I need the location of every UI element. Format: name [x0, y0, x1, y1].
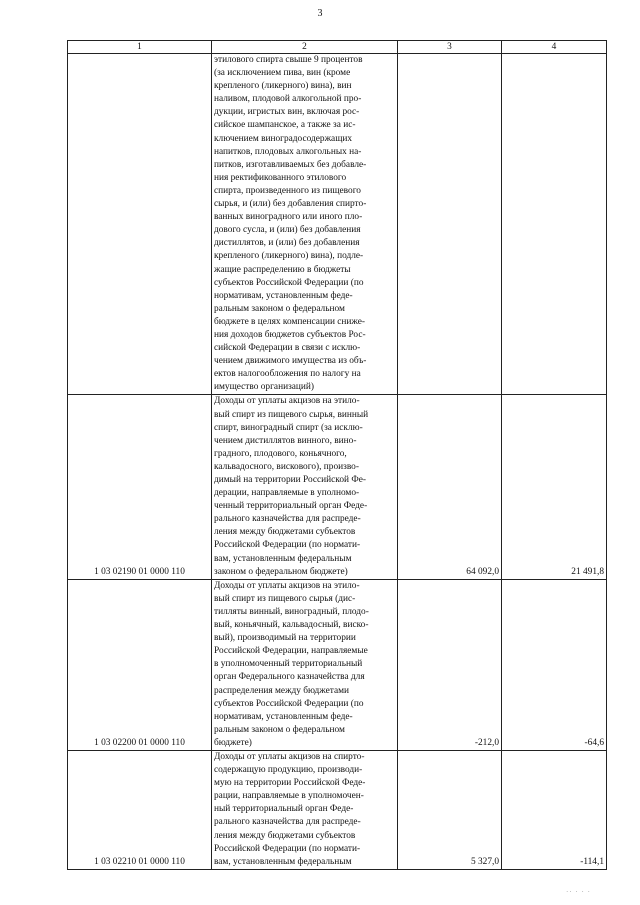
- amount-column-3: -212,0: [398, 579, 502, 750]
- table-row: [68, 750, 607, 869]
- revenue-description: [212, 54, 398, 395]
- description-line: ния доходов бюджетов субъектов Рос-: [214, 329, 366, 340]
- amount-column-3: 5 327,0: [398, 750, 502, 869]
- description-line: ления между бюджетами субъектов: [214, 527, 356, 538]
- description-line: распределения между бюджетами: [214, 685, 350, 696]
- description-line: чением дистиллятов винного, вино-: [214, 435, 357, 446]
- description-line: законом о федеральном бюджете): [214, 566, 348, 577]
- description-line: сырья, и (или) без добавления спирто-: [214, 199, 367, 210]
- description-line: Доходы от уплаты акцизов на спирто-: [214, 751, 365, 762]
- description-line: чением движимого имущества из объ-: [214, 356, 367, 367]
- revenue-description: [212, 395, 398, 579]
- page-number: 3: [317, 8, 323, 19]
- description-line: Российской Федерации (по нормати-: [214, 843, 361, 854]
- description-line: жащие распределению в бюджеты: [214, 264, 351, 275]
- description-line: дерации, направляемые в уполномо-: [214, 488, 360, 499]
- description-line: тилляты винный, виноградный, плодо-: [214, 606, 369, 617]
- description-line: бюджете): [214, 737, 252, 748]
- description-line: ления между бюджетами субъектов: [214, 830, 356, 841]
- budget-revenue-table: [67, 40, 607, 870]
- column-number-header-row: [68, 41, 607, 54]
- amount-column-4: [502, 54, 607, 395]
- description-line: крепленого (ликерного) вина), вин: [214, 81, 352, 92]
- description-line: рации, направляемые в уполномочен-: [214, 791, 364, 802]
- description-line: субъектов Российской Федерации (по: [214, 698, 364, 709]
- description-line: ральным законом о федеральном: [214, 303, 345, 314]
- description-line: нормативам, установленным феде-: [214, 290, 353, 301]
- description-line: Российской Федерации (по нормати-: [214, 540, 361, 551]
- description-line: орган Федерального казначейства для: [214, 672, 365, 683]
- description-line: имущество организаций): [214, 382, 315, 393]
- budget-classification-code: 1 03 02210 01 0000 110: [68, 750, 212, 869]
- description-line: крепленого (ликерного) вина), подле-: [214, 251, 364, 262]
- description-line: ванных виноградного или иного пло-: [214, 212, 363, 223]
- description-line: (за исключением пива, вин (кроме: [214, 68, 351, 79]
- column-header-3: 3: [398, 41, 502, 54]
- description-line: градного, плодового, коньячного,: [214, 448, 347, 459]
- budget-classification-code: 1 03 02200 01 0000 110: [68, 579, 212, 750]
- description-line: вам, установленным федеральным: [214, 553, 352, 564]
- description-line: вый, коньячный, кальвадосный, виско-: [214, 620, 369, 631]
- description-line: ключением виноградосодержащих: [214, 133, 353, 144]
- description-line: димый на территории Российской Фе-: [214, 475, 367, 485]
- description-line: Российской Федерации, направляемые: [214, 646, 368, 657]
- description-line: Доходы от уплаты акцизов на этило-: [214, 396, 360, 407]
- description-line: рального казначейства для распреде-: [214, 817, 361, 828]
- table-row: [68, 395, 607, 579]
- description-line: Доходы от уплаты акцизов на этило-: [214, 580, 360, 591]
- column-header-4: 4: [502, 41, 607, 54]
- amount-column-3: 64 092,0: [398, 395, 502, 579]
- description-line: питков, изготавливаемых без добавле-: [214, 159, 367, 170]
- description-line: ральным законом о федеральном: [214, 724, 345, 735]
- description-line: ния ректификованного этилового: [214, 172, 347, 183]
- revenue-description: [212, 750, 398, 869]
- description-line: дистиллятов, и (или) без добавления: [214, 238, 360, 249]
- description-line: бюджете в целях компенсации сниже-: [214, 316, 366, 327]
- description-line: сийское шампанское, а также за ис-: [214, 120, 356, 131]
- description-line: спирта, произведенного из пищевого: [214, 185, 361, 196]
- footer-mark: ·· · · ·: [566, 888, 591, 896]
- description-line: сийской Федерации в связи с исклю-: [214, 343, 361, 354]
- description-line: нормативам, установленным феде-: [214, 711, 353, 722]
- table-row: [68, 54, 607, 395]
- description-line: рального казначейства для распреде-: [214, 514, 361, 525]
- amount-column-4: -64,6: [502, 579, 607, 750]
- description-line: в уполномоченный территориальный: [214, 659, 363, 670]
- amount-column-4: -114,1: [502, 750, 607, 869]
- description-line: ный территориальный орган Феде-: [214, 804, 354, 815]
- description-line: этилового спирта свыше 9 процентов: [214, 55, 363, 65]
- table-row: [68, 579, 607, 750]
- amount-column-4: 21 491,8: [502, 395, 607, 579]
- amount-column-3: [398, 54, 502, 395]
- description-line: мую на территории Российской Феде-: [214, 778, 366, 789]
- description-line: наливом, плодовой алкогольной про-: [214, 94, 362, 105]
- description-line: ченный территориальный орган Феде-: [214, 501, 368, 512]
- description-line: напитков, плодовых алкогольных на-: [214, 146, 362, 157]
- description-line: вый спирт из пищевого сырья, винный: [214, 409, 369, 420]
- revenue-description: [212, 579, 398, 750]
- description-line: дового сусла, и (или) без добавления: [214, 225, 361, 236]
- description-line: спирт, виноградный спирт (за исклю-: [214, 422, 363, 433]
- description-line: содержащую продукцию, производи-: [214, 765, 363, 776]
- budget-classification-code: 1 03 02190 01 0000 110: [68, 395, 212, 579]
- budget-classification-code: [68, 54, 212, 395]
- description-line: кальвадосного, вискового), произво-: [214, 461, 359, 472]
- description-line: вый), производимый на территории: [214, 633, 356, 644]
- column-header-1: 1: [68, 41, 212, 54]
- description-line: вый спирт из пищевого сырья (дис-: [214, 593, 356, 604]
- column-header-2: 2: [212, 41, 398, 54]
- description-line: вам, установленным федеральным: [214, 856, 352, 867]
- description-line: дукции, игристых вин, включая рос-: [214, 107, 360, 118]
- description-line: ектов налогообложения по налогу на: [214, 369, 361, 380]
- description-line: субъектов Российской Федерации (по: [214, 277, 364, 288]
